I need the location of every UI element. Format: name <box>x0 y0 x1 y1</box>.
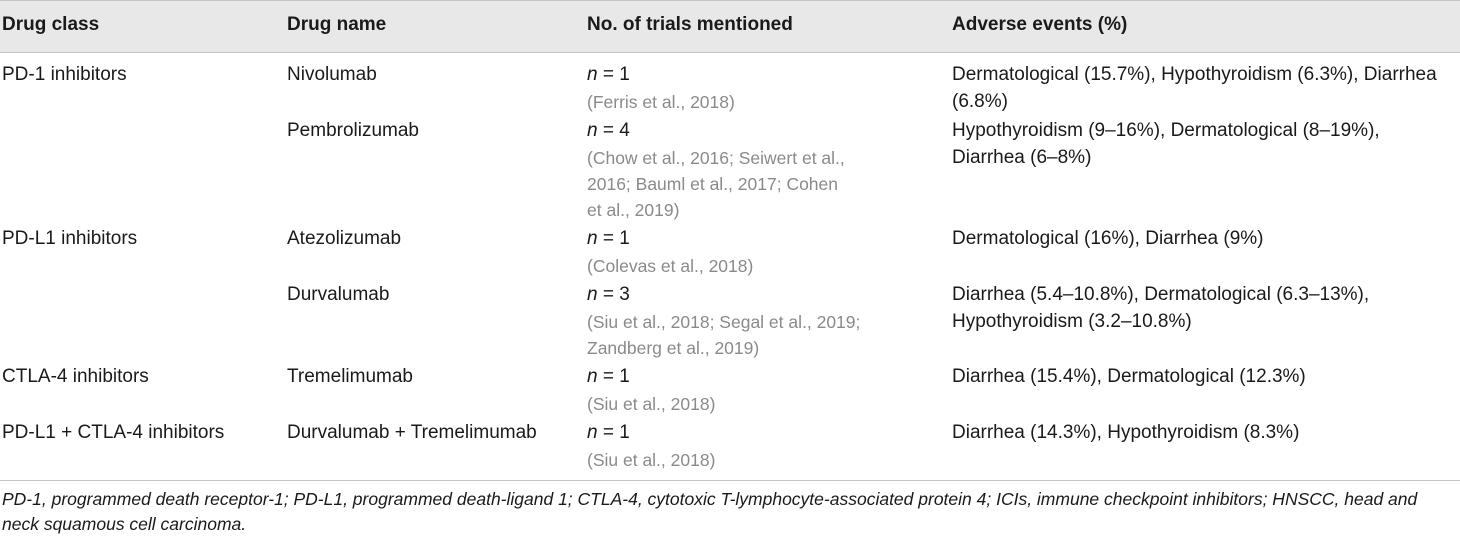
n-value: = 1 <box>597 228 630 249</box>
adverse-line: Hypothyroidism (3.2–10.8%) <box>952 310 1192 332</box>
table-row <box>0 355 1460 414</box>
adverse-events-cell <box>952 118 1452 171</box>
drug-class-cell: PD-L1 inhibitors <box>2 228 138 249</box>
n-label: n <box>587 366 598 387</box>
adverse-line: Diarrhea (5.4–10.8%), Dermatological (6.3–13%), <box>952 284 1370 305</box>
trials-cell <box>587 118 917 223</box>
header-trials: No. of trials mentioned <box>587 14 793 35</box>
trials-cell <box>587 364 917 417</box>
n-value: = 1 <box>597 366 630 387</box>
n-label: n <box>587 284 598 305</box>
n-label: n <box>587 64 598 85</box>
citation-line: (Chow et al., 2016; Seiwert et al., <box>587 147 845 168</box>
adverse-line: Dermatological (15.7%), Hypothyroidism (6.3%), Diarrhea <box>952 64 1437 85</box>
n-value: = 1 <box>597 64 630 85</box>
n-value: = 3 <box>597 284 630 305</box>
adverse-events-cell <box>952 364 1452 391</box>
trials-cell <box>587 420 917 473</box>
table-header <box>0 0 1460 53</box>
n-value: = 4 <box>597 120 630 141</box>
header-drug-class: Drug class <box>2 14 100 35</box>
trials-cell <box>587 62 917 115</box>
drug-class-cell: PD-1 inhibitors <box>2 64 127 85</box>
n-label: n <box>587 120 598 141</box>
citation-line: (Siu et al., 2018; Segal et al., 2019; <box>587 311 861 332</box>
drug-name-cell: Durvalumab + Tremelimumab <box>287 422 537 443</box>
drug-name-cell: Durvalumab <box>287 284 390 305</box>
n-label: n <box>587 422 598 443</box>
table-row <box>0 273 1460 358</box>
trials-cell <box>587 226 917 279</box>
drug-name-cell: Atezolizumab <box>287 228 402 249</box>
drug-name-cell: Nivolumab <box>287 64 377 85</box>
drug-name-cell: Tremelimumab <box>287 366 413 387</box>
adverse-events-cell <box>952 62 1452 115</box>
adverse-line: Hypothyroidism (9–16%), Dermatological (8–19%), <box>952 120 1380 141</box>
citation-line: (Colevas et al., 2018) <box>587 255 754 276</box>
adverse-events-cell <box>952 226 1452 253</box>
header-adverse-events: Adverse events (%) <box>952 14 1128 35</box>
drug-class-cell: PD-L1 + CTLA-4 inhibitors <box>2 422 225 443</box>
n-label: n <box>587 228 598 249</box>
adverse-line: (6.8%) <box>952 90 1008 112</box>
table-row <box>0 109 1460 220</box>
adverse-line: Diarrhea (14.3%), Hypothyroidism (8.3%) <box>952 422 1300 443</box>
citation-line: Zandberg et al., 2019) <box>587 337 760 358</box>
table-row <box>0 217 1460 276</box>
trials-cell <box>587 282 917 361</box>
table-row <box>0 53 1460 112</box>
n-value: = 1 <box>597 422 630 443</box>
adverse-line: Diarrhea (15.4%), Dermatological (12.3%) <box>952 366 1306 387</box>
table-row <box>0 411 1460 470</box>
adverse-events-cell <box>952 282 1452 335</box>
adverse-line: Dermatological (16%), Diarrhea (9%) <box>952 228 1264 249</box>
citation-line: (Ferris et al., 2018) <box>587 91 735 112</box>
citation-line: 2016; Bauml et al., 2017; Cohen <box>587 173 839 194</box>
citation-line: (Siu et al., 2018) <box>587 449 716 470</box>
drug-class-cell: CTLA-4 inhibitors <box>2 366 149 387</box>
adverse-line: Diarrhea (6–8%) <box>952 146 1092 168</box>
adverse-events-cell <box>952 420 1452 447</box>
table-bottom-rule <box>0 480 1460 481</box>
drug-name-cell: Pembrolizumab <box>287 120 419 141</box>
header-drug-name: Drug name <box>287 14 387 35</box>
citation-line: et al., 2019) <box>587 199 680 220</box>
citation-line: (Siu et al., 2018) <box>587 393 716 414</box>
table-footnote: PD-1, programmed death receptor-1; PD-L1, programmed death-ligand 1; CTLA-4, cytotoxic T-lymphocyte-associated protein 4; ICIs, immune checkpoint inhibitors; HNSCC, head and neck squamous cell carcinoma. <box>2 489 1418 534</box>
